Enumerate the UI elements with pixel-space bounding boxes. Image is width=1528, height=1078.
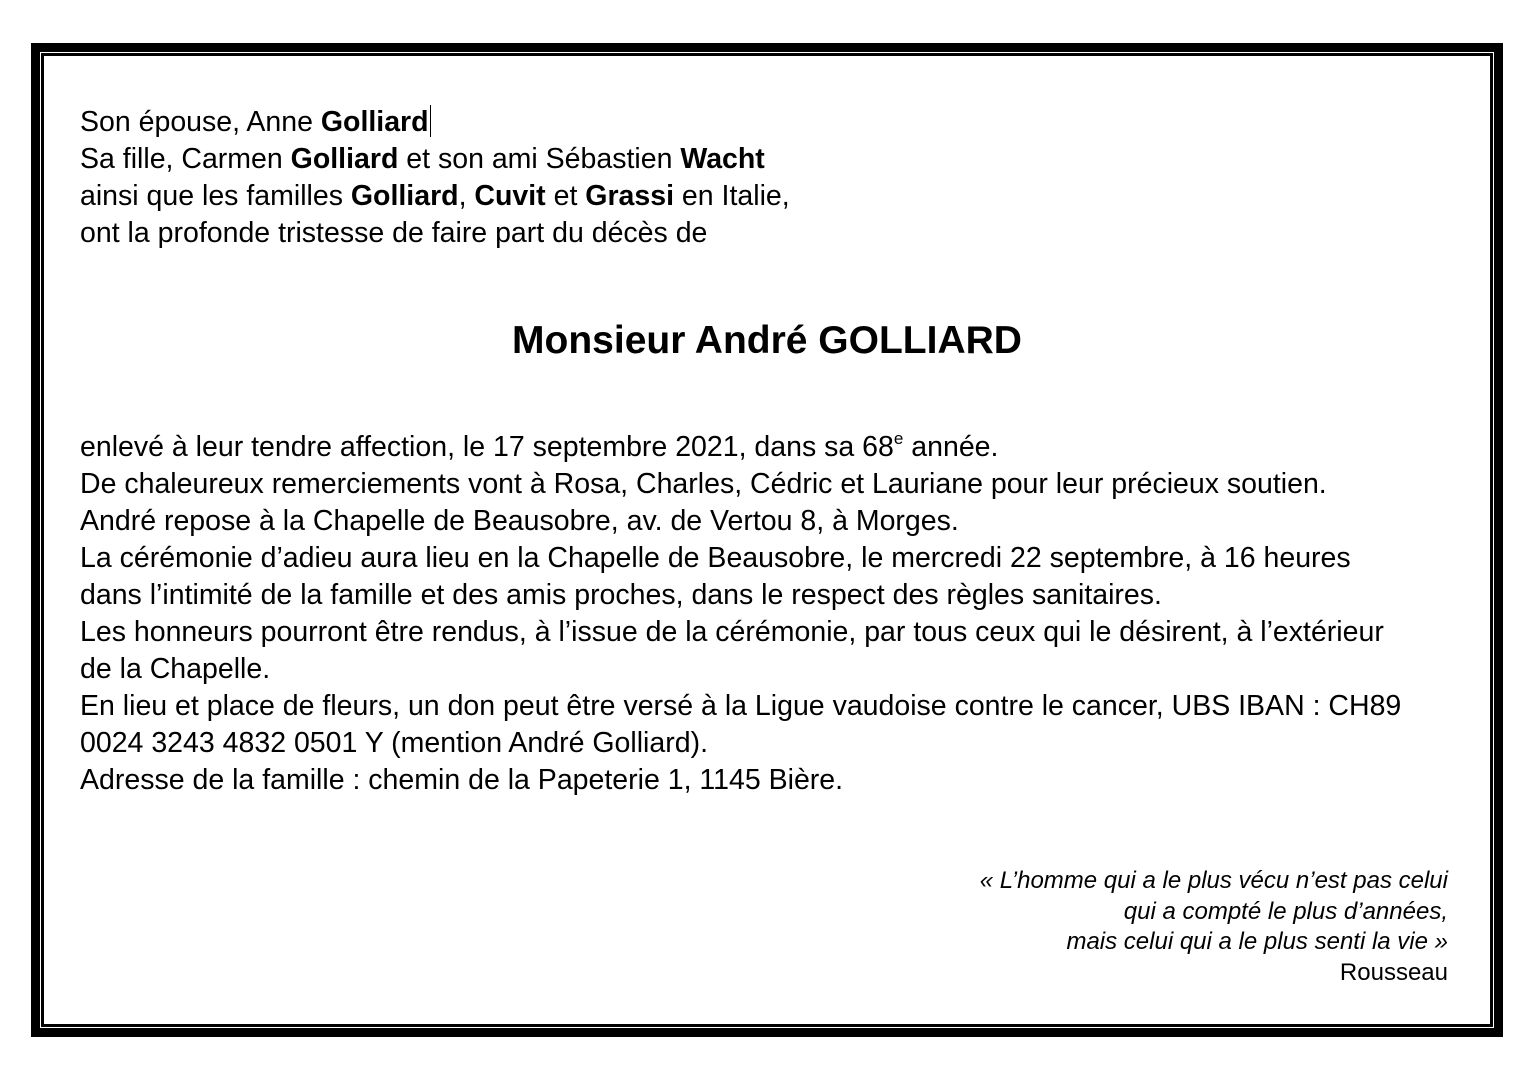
body-text: enlevé à leur tendre affection, le 17 septembre 2021, dans sa 68 bbox=[80, 431, 894, 463]
intro-line-daughter bbox=[80, 141, 1450, 178]
family-name: Golliard bbox=[290, 143, 399, 175]
body-paragraph-thanks: De chaleureux remerciements vont à Rosa, Charles, Cédric et Lauriane pour leur précieux soutien. bbox=[80, 468, 1327, 500]
body-paragraph-rest: André repose à la Chapelle de Beausobre, av. de Vertou 8, à Morges. bbox=[80, 505, 959, 537]
quote-line-3: mais celui qui a le plus senti la vie » bbox=[1066, 928, 1448, 955]
body-paragraph-address: Adresse de la famille : chemin de la Papeterie 1, 1145 Bière. bbox=[80, 764, 844, 796]
body-paragraph-honours: Les honneurs pourront être rendus, à l’issue de la cérémonie, par tous ceux qui le désirent, à l’extérieur de la Chapelle. bbox=[80, 616, 1384, 685]
family-name: Golliard bbox=[350, 180, 459, 212]
family-name: Grassi bbox=[585, 180, 675, 212]
intro-line-families bbox=[80, 178, 1450, 215]
intro-line-announcement: ont la profonde tristesse de faire part du décès de bbox=[80, 217, 708, 249]
intro-text: Son épouse, Anne bbox=[80, 106, 321, 138]
intro-text: Sa fille, Carmen bbox=[80, 143, 291, 175]
text-cursor bbox=[430, 105, 431, 137]
intro-text: ainsi que les familles bbox=[80, 180, 351, 212]
family-name: Wacht bbox=[680, 143, 765, 175]
announcement-body bbox=[80, 429, 1420, 799]
intro-text: et bbox=[545, 180, 586, 212]
intro-text: , bbox=[458, 180, 475, 212]
intro-line-spouse bbox=[80, 104, 1450, 141]
intro-text: en Italie, bbox=[674, 180, 790, 212]
body-paragraph-date bbox=[80, 429, 1420, 466]
body-text: année. bbox=[903, 431, 999, 463]
body-paragraph-donation: En lieu et place de fleurs, un don peut être versé à la Ligue vaudoise contre le cancer, UBS IBAN : CH89 0024 3243 4832 0501 Y (mention André Golliard). bbox=[80, 690, 1402, 759]
deceased-name: Monsieur André GOLLIARD bbox=[512, 319, 1022, 362]
quote-block bbox=[980, 866, 1448, 988]
family-name: Golliard bbox=[320, 106, 429, 138]
quote-line-2: qui a compté le plus d’années, bbox=[1123, 897, 1448, 925]
quote-author: Rousseau bbox=[1339, 958, 1448, 986]
quote-line-1: « L’homme qui a le plus vécu n’est pas celui bbox=[979, 867, 1448, 894]
intro-block bbox=[80, 104, 1450, 252]
body-paragraph-ceremony: La cérémonie d’adieu aura lieu en la Chapelle de Beausobre, le mercredi 22 septembre, à 16 heures dans l’intimité de la famille et des amis proches, dans le respect des règles sanitaires. bbox=[80, 542, 1351, 611]
family-name: Cuvit bbox=[474, 180, 546, 212]
superscript: e bbox=[893, 429, 904, 448]
intro-text: et son ami Sébastien bbox=[398, 143, 681, 175]
